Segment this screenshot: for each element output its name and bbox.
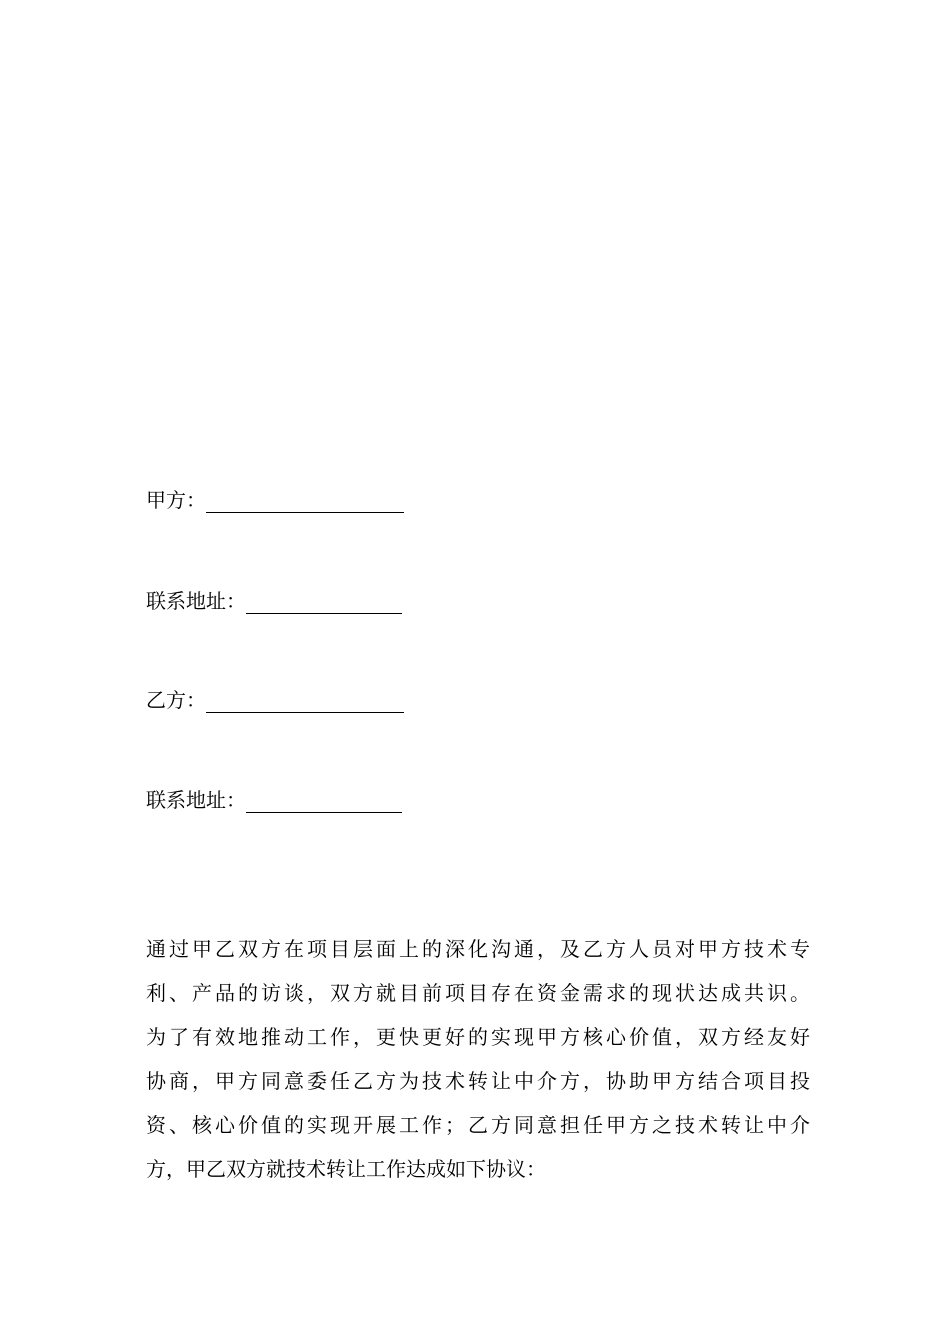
- party-b-address-field: [146, 786, 402, 814]
- preamble-line: 方，甲乙双方就技术转让工作达成如下协议：: [146, 1157, 546, 1181]
- preamble-line: 为了有效地推动工作，更快更好的实现甲方核心价值，双方经友好: [146, 1025, 810, 1049]
- preamble-line: 协商，甲方同意委任乙方为技术转让中介方，协助甲方结合项目投: [146, 1069, 810, 1093]
- party-a-field: [146, 486, 404, 514]
- party-b-address-label: 联系地址：: [146, 788, 246, 812]
- preamble-line: 通过甲乙双方在项目层面上的深化沟通，及乙方人员对甲方技术专: [146, 937, 810, 961]
- preamble-line: 利、产品的访谈，双方就目前项目存在资金需求的现状达成共识。: [146, 981, 810, 1005]
- party-b-label: 乙方：: [146, 688, 206, 712]
- party-a-address-label: 联系地址：: [146, 589, 246, 613]
- party-b-blank-line: [206, 686, 404, 713]
- preamble-line: 资、核心价值的实现开展工作；乙方同意担任甲方之技术转让中介: [146, 1113, 810, 1137]
- party-a-label: 甲方：: [146, 488, 206, 512]
- party-a-address-field: [146, 587, 402, 615]
- party-b-field: [146, 686, 404, 714]
- party-a-blank-line: [206, 486, 404, 513]
- agreement-preamble: [146, 927, 810, 1191]
- party-b-address-blank-line: [246, 786, 402, 813]
- party-a-address-blank-line: [246, 587, 402, 614]
